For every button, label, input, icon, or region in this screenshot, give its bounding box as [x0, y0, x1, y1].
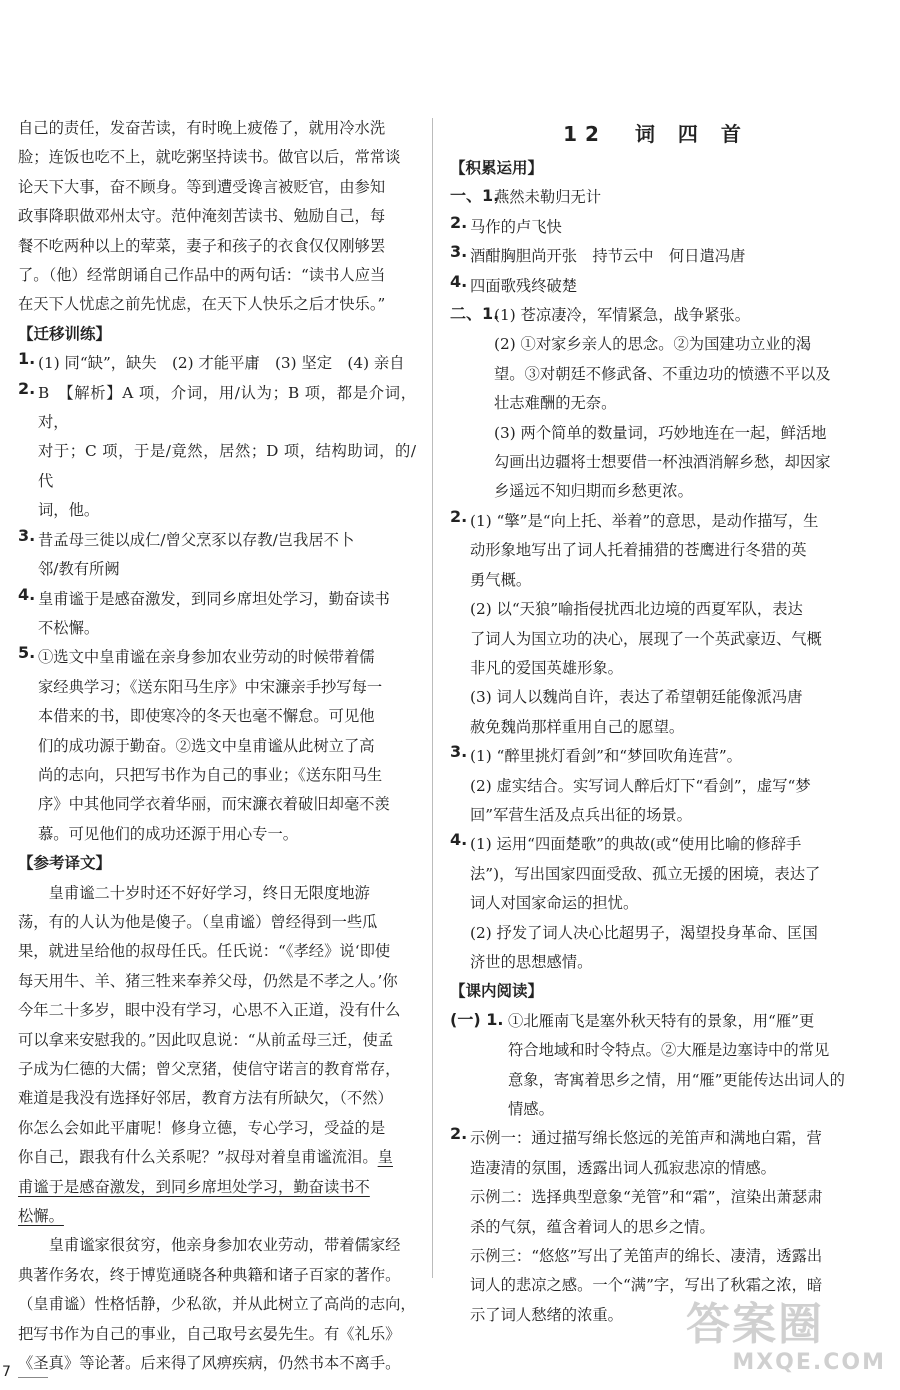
text-line: 《圣真》等论著。后来得了风痹疾病，仍然书本不离手。 — [18, 1354, 401, 1373]
question-number: 2. — [18, 378, 36, 398]
answer-text: 壮志难酬的无奈。 — [494, 394, 617, 413]
answer-text: 邻/教有所阙 — [38, 560, 120, 579]
question-number: 3. — [450, 742, 468, 762]
question-number: 4. — [18, 584, 36, 604]
answer-text: (2) 抒发了词人决心比超男子，渴望投身革命、匡国 — [470, 923, 818, 942]
answer-text: (2) ①对家乡亲人的思念。②为国建功立业的渴 — [494, 335, 812, 354]
text-line: 政事降职做邓州太守。范仲淹刻苦读书、勉励自己，每 — [18, 207, 386, 226]
answer-text: (2) 以“天狼”喻指侵扰西北边境的西夏军队，表达 — [470, 600, 803, 619]
answer-text: ①北雁南飞是塞外秋天特有的景象，用“雁”更 — [508, 1011, 815, 1030]
text-line: 皇甫谧家很贫穷，他亲身参加农业劳动，带着儒家经 — [48, 1236, 401, 1255]
section-heading-translation: 【参考译文】 — [18, 854, 112, 873]
answer-text: 本借来的书，即使寒冷的冬天也毫不懈怠。可见他 — [38, 707, 375, 726]
answer-text: 示例二：选择典型意象“羌管”和“霜”，渲染出萧瑟肃 — [470, 1188, 823, 1207]
answer-text: 造凄清的氛围，透露出词人孤寂悲凉的情感。 — [470, 1158, 776, 1177]
text-line — [18, 1143, 416, 1172]
underlined-text: 松懈。 — [18, 1207, 64, 1226]
lesson-title: 12 词 四 首 — [563, 122, 749, 146]
answer-1-1 — [450, 183, 862, 212]
answer-text: (1) 同“缺”，缺失 (2) 才能平庸 (3) 坚定 (4) 亲自 — [38, 354, 405, 373]
question-number: 2. — [450, 212, 468, 232]
answer-text: 符合地域和时令特点。②大雁是边塞诗中的常见 — [508, 1041, 830, 1060]
answer-text: 马作的卢飞快 — [470, 217, 562, 236]
column-divider — [432, 118, 433, 1278]
answer-text: 动形象地写出了词人托着捕猎的苍鹰进行冬猎的英 — [470, 541, 807, 560]
question-number: 一、1. — [450, 186, 500, 206]
right-column — [450, 114, 862, 1330]
answer-text: 勾画出边疆将士想要借一杯浊酒消解乡愁，却因家 — [494, 453, 831, 472]
translation-paragraph-2 — [18, 1231, 416, 1378]
page-number-rule — [18, 1377, 48, 1378]
reading-answer-1 — [450, 1007, 862, 1125]
answer-text: 尚的志向，只把写书作为自己的事业；《送东阳马生 — [38, 765, 383, 784]
text-line: 典著作务农，终于博览通晓各种典籍和诸子百家的著作。 — [18, 1265, 401, 1284]
answer-text: 慕。可见他们的成功还源于用心专一。 — [38, 824, 299, 843]
translation-paragraph-1 — [18, 879, 416, 1232]
text-line: 子成为仁德的大儒；曾父烹猪，使信守诺言的教育常存， — [18, 1060, 401, 1078]
answer-2-3 — [450, 742, 862, 830]
question-number: 1. — [18, 349, 36, 369]
answer-text: 济世的思想感情。 — [470, 952, 593, 971]
question-number: (一) 1. — [450, 1009, 504, 1029]
answer-text: 燕然未勒归无计 — [494, 188, 602, 207]
answer-text: 乡遥远不知归期而乡愁更浓。 — [494, 482, 693, 501]
underlined-text: 甫谧于是感奋激发，到同乡席坦处学习，勤奋读书不 — [18, 1177, 370, 1196]
answer-text: 不松懈。 — [38, 618, 100, 637]
answer-1-4 — [450, 272, 862, 301]
text-line: 餐不吃两种以上的荤菜，妻子和孩子的衣食仅仅刚够罢 — [18, 236, 386, 255]
section-heading-accumulate: 【积累运用】 — [450, 159, 544, 177]
answer-text: 家经典学习；《送东阳马生序》中宋濂亲手抄写每一 — [38, 677, 383, 696]
answer-text: 回”军营生活及点兵出征的场景。 — [470, 805, 692, 824]
answer-text: 情感。 — [508, 1100, 554, 1118]
answer-text: 示例一：通过描写绵长悠远的羌笛声和满地白霜，营 — [470, 1129, 822, 1148]
question-number: 2. — [450, 506, 468, 526]
answer-text: 勇气概。 — [470, 570, 532, 589]
left-column — [18, 114, 416, 1378]
answer-text: B 【解析】A 项，介词，用/认为；B 项，都是介词，对， — [38, 383, 416, 432]
text-line: 了。（他）经常朗诵自己作品中的两句话：“读书人应当 — [18, 266, 386, 285]
answer-text: (3) 两个简单的数量词，巧妙地连在一起，鲜活地 — [494, 423, 827, 442]
question-number: 2. — [450, 1124, 468, 1144]
question-number: 5. — [18, 643, 36, 663]
text-line: 自己的责任，发奋苦读，有时晚上疲倦了，就用冷水洗 — [18, 119, 386, 137]
answer-text: 序》中其他同学衣着华丽，而宋濂衣着破旧却毫不羡 — [38, 795, 390, 814]
answer-text: 昔孟母三徙以成仁/曾父烹豕以存教/岂我居不卜 — [38, 530, 355, 549]
text-line — [18, 1202, 416, 1231]
answer-text: 酒酣胸胆尚开张 持节云中 何日遣冯唐 — [470, 247, 746, 266]
answer-text: 了词人为国立功的决心，展现了一个英武豪迈、气概 — [470, 629, 822, 648]
page-number: 7 — [2, 1364, 11, 1380]
question-3 — [18, 526, 416, 585]
answer-text: 法”)，写出国家四面受敌、孤立无援的困境，表达了 — [470, 864, 821, 883]
answer-1-2 — [450, 213, 862, 242]
answer-text: 皇甫谧于是感奋激发，到同乡席坦处学习，勤奋读书 — [38, 589, 390, 608]
answer-text: 们的成功源于勤奋。②选文中皇甫谧从此树立了高 — [38, 736, 375, 755]
answer-text: (3) 词人以魏尚自许，表达了希望朝廷能像派冯唐 — [470, 688, 803, 707]
intro-paragraph — [18, 114, 416, 320]
question-5 — [18, 643, 416, 849]
answer-1-3 — [450, 242, 862, 271]
answer-text: (1) “擎”是“向上托、举着”的意思，是动作描写，生 — [470, 511, 819, 530]
text-line: 每天用牛、羊、猪三牲来奉养父母，仍然是不孝之人。’你 — [18, 971, 398, 990]
section-heading-reading: 【课内阅读】 — [450, 982, 544, 1001]
answer-text: 词人的悲凉之感。一个“满”字，写出了秋霜之浓，暗 — [470, 1276, 823, 1295]
answer-text: (1) 运用“四面楚歌”的典故(或“使用比喻的修辞手 — [470, 835, 802, 854]
answer-text: (1) 苍凉凄冷，军情紧急，战争紧张。 — [494, 306, 750, 325]
text-line: 难道是我没有选择好邻居，教育方法有所缺欠，（不然） — [18, 1089, 393, 1108]
text-line: 脸；连饭也吃不上，就吃粥坚持读书。做官以后，常常谈 — [18, 148, 401, 167]
answer-text: 赦免魏尚那样重用自己的愿望。 — [470, 717, 685, 736]
answer-text: 对于；C 项，于是/竟然，居然；D 项，结构助词，的/代 — [38, 442, 416, 490]
text-line: 今年二十多岁，眼中没有学习，心思不入正道，没有什么 — [18, 1001, 401, 1020]
question-number: 4. — [450, 830, 468, 850]
text-line: 可以拿来安慰我的。”因此叹息说：“从前孟母三迁，使孟 — [18, 1030, 394, 1049]
text-line: （皇甫谧）性格恬静，少私欲，并从此树立了高尚的志向， — [18, 1295, 416, 1314]
text-line: 你怎么会如此平庸呢！修身立德，专心学习，受益的是 — [18, 1118, 386, 1137]
text-line: 论天下大事，奋不顾身。等到遭受谗言被贬官，由参知 — [18, 177, 386, 196]
answer-text: 示例三：“悠悠”写出了羌笛声的绵长、凄清，透露出 — [470, 1247, 823, 1266]
underlined-text: 皇 — [377, 1148, 393, 1167]
answer-text: 词，他。 — [38, 501, 100, 520]
answer-2-1 — [450, 301, 862, 507]
question-4 — [18, 585, 416, 644]
watermark-url: MXQE.COM — [732, 1350, 886, 1375]
question-number: 4. — [450, 271, 468, 291]
answer-text: 意象，寄寓着思乡之情，用“雁”更能传达出词人的 — [508, 1070, 845, 1089]
answer-2-2 — [450, 507, 862, 742]
answer-text: 非凡的爱国英雄形象。 — [470, 658, 623, 677]
section-heading-transfer: 【迁移训练】 — [18, 324, 112, 343]
answer-text: (1) “醉里挑灯看剑”和“梦回吹角连营”。 — [470, 747, 742, 766]
answer-text: (2) 虚实结合。实写词人醉后灯下“看剑”，虚写“梦 — [470, 776, 811, 795]
answer-text: ①选文中皇甫谧在亲身参加农业劳动的时候带着儒 — [38, 648, 375, 667]
watermark-logo — [686, 1300, 886, 1384]
text-line: 在天下人忧虑之前先忧虑，在天下人快乐之后才快乐。” — [18, 295, 386, 314]
watermark-text: 答案圈 — [686, 1299, 824, 1350]
question-2 — [18, 379, 416, 526]
question-number: 3. — [18, 525, 36, 545]
question-1 — [18, 349, 416, 378]
text-line: 皇甫谧二十岁时还不好好学习，终日无限度地游 — [48, 883, 370, 902]
text-line: 荡，有的人认为他是傻子。（皇甫谧）曾经得到一些瓜 — [18, 912, 378, 931]
text-line: 果，就进呈给他的叔母任氏。任氏说：“《孝经》说‘即使 — [18, 942, 391, 961]
answer-text: 四面歌残终破楚 — [470, 276, 578, 295]
text-span: 你自己，跟我有什么关系呢？”叔母对着皇甫谧流泪。 — [18, 1148, 378, 1167]
answer-2-4 — [450, 830, 862, 977]
answer-text: 示了词人愁绪的浓重。 — [470, 1305, 623, 1324]
question-number: 二、1. — [450, 304, 500, 324]
text-line: 把写书作为自己的事业，自己取号玄晏先生。有《礼乐》 — [18, 1324, 401, 1343]
answer-text: 杀的气氛，蕴含着词人的思乡之情。 — [470, 1217, 715, 1236]
answer-text: 望。③对朝廷不修武备、不重边功的愤懑不平以及 — [494, 364, 831, 383]
answer-text: 词人对国家命运的担忧。 — [470, 894, 639, 913]
question-number: 3. — [450, 242, 468, 262]
